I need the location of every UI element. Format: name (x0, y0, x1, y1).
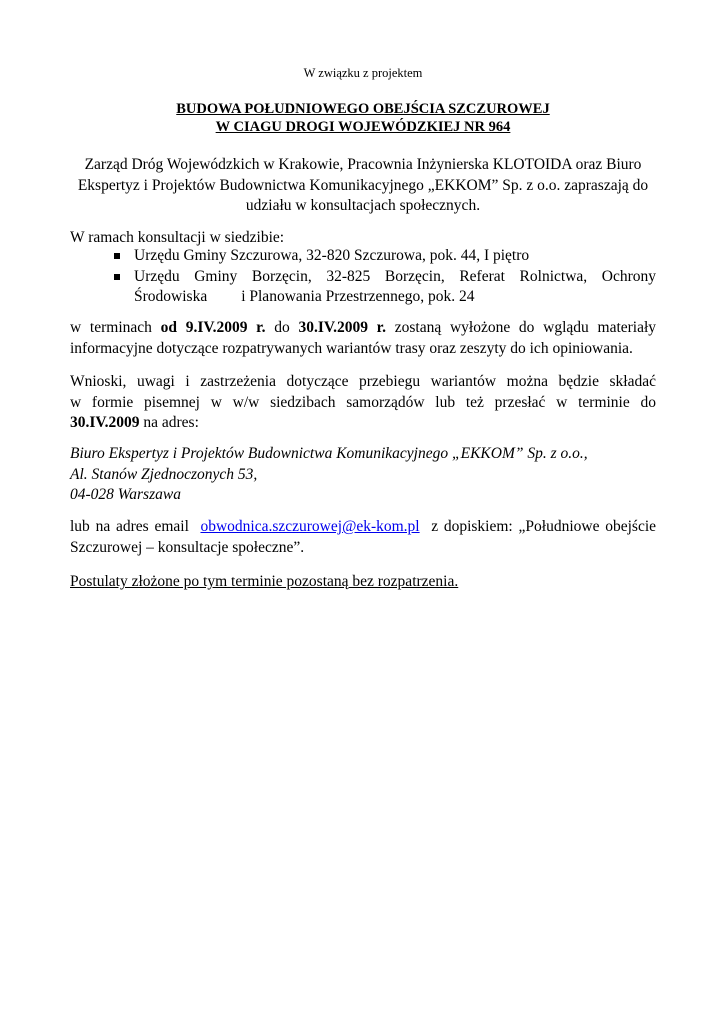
remarks-deadline: 30.IV.2009 (70, 414, 140, 431)
remarks-line-3-suffix: na adres: (139, 414, 199, 431)
venue-intro: W ramach konsultacji w siedzibie: (70, 229, 285, 246)
dates-from: od 9.IV.2009 r. (160, 319, 266, 336)
square-bullet-icon (114, 274, 120, 280)
venue-list (114, 246, 656, 308)
list-item (114, 267, 656, 308)
address-line-1: Biuro Ekspertyz i Projektów Budownictwa Komunikacyjnego „EKKOM” Sp. z o.o., (70, 445, 588, 462)
address-line-3: 04-028 Warszawa (70, 486, 181, 503)
list-item (114, 246, 656, 267)
dates-line-2: informacyjne dotyczące rozpatrywanych wariantów trasy oraz zeszyty do ich opiniowania. (70, 339, 633, 357)
email-paragraph (70, 517, 656, 558)
email-suffix: z dopiskiem: „Południowe obejście (431, 518, 657, 535)
remarks-line-2: w formie pisemnej w w/w siedzibach samorządów lub też przesłać w terminie do (70, 393, 656, 411)
email-prefix: lub na adres email (70, 518, 189, 535)
organizers-line-3: udziału w konsultacjach społecznych. (245, 197, 481, 214)
venue-2-line-2 (134, 287, 656, 308)
document-title (70, 100, 656, 136)
email-link[interactable]: obwodnica.szczurowej@ek-kom.pl (200, 518, 420, 535)
title-line-1: BUDOWA POŁUDNIOWEGO OBEJŚCIA SZCZUROWEJ (176, 101, 550, 117)
dates-paragraph (70, 318, 656, 359)
email-line-2: Szczurowej – konsultacje społeczne”. (70, 538, 305, 556)
address-line-2: Al. Stanów Zjednoczonych 53, (70, 465, 258, 483)
dates-line-1 (70, 318, 656, 339)
remarks-line-3 (70, 413, 656, 434)
postal-address (70, 444, 656, 506)
remarks-line-1: Wnioski, uwagi i zastrzeżenia dotyczące przebiegu wariantów można będzie składać (70, 373, 656, 390)
venue-2-line-1: Urzędu Gminy Borzęcin, 32-825 Borzęcin, Referat Rolnictwa, Ochrony (134, 267, 656, 285)
venue-1: Urzędu Gminy Szczurowa, 32-820 Szczurowa, pok. 44, I piętro (134, 247, 530, 264)
venue-2-line-2b: i Planowania Przestrzennego, pok. 24 (241, 288, 475, 305)
intro-line: W związku z projektem (303, 66, 423, 80)
venue-2-line-2a: Środowiska (134, 288, 208, 305)
dates-to-word: do (274, 319, 290, 336)
organizers-line-1: Zarząd Dróg Wojewódzkich w Krakowie, Pracownia Inżynierska KLOTOIDA oraz Biuro (84, 156, 642, 173)
remarks-paragraph (70, 372, 656, 434)
square-bullet-icon (114, 253, 120, 259)
dates-suffix: zostaną wyłożone do wglądu materiały (394, 319, 657, 336)
dates-to: 30.IV.2009 r. (298, 319, 387, 336)
organizers-line-2: Ekspertyz i Projektów Budownictwa Komunikacyjnego „EKKOM” Sp. z o.o. zapraszają do (77, 176, 649, 194)
dates-prefix: w terminach (70, 319, 152, 336)
title-line-2: W CIAGU DROGI WOJEWÓDZKIEJ NR 964 (215, 119, 511, 135)
organizers-paragraph (70, 155, 656, 217)
email-line-1 (70, 517, 656, 538)
deadline-notice: Postulaty złożone po tym terminie pozostaną bez rozpatrzenia. (70, 573, 459, 590)
